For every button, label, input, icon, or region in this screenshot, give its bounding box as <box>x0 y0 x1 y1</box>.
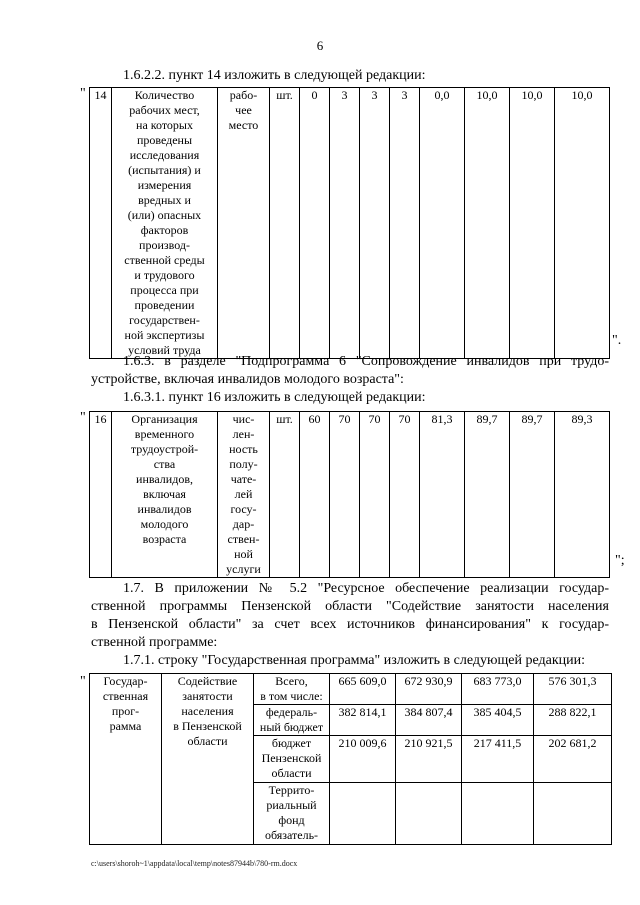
measure-cell: шт. <box>270 88 300 359</box>
value-cell: 70 <box>360 412 390 578</box>
amount-cell: 385 404,5 <box>462 705 534 736</box>
open-quote-1: " <box>80 86 86 101</box>
amount-cell: 683 773,0 <box>462 674 534 705</box>
close-quote-2: "; <box>615 553 625 568</box>
cell-text-line: инвалидов, <box>136 472 193 486</box>
cell-text-line: ства <box>153 457 176 471</box>
cell-text-line: молодого <box>140 517 189 531</box>
cell-text-line: условий труда <box>128 343 201 357</box>
cell-text-line: рабочих мест, <box>129 103 200 117</box>
cell-text-line: фонд <box>278 813 305 827</box>
paragraph-1-7: 1.7. В приложении № 5.2 "Ресурсное обеспечение реализации государ- ственной программы Пензенской области "Содействие занятости населения в Пензенской области" за счет всех источников финансирования" к государ- ственной программе: <box>91 581 609 650</box>
amount-cell: 382 814,1 <box>330 705 396 736</box>
value-cell: 0,0 <box>420 88 465 359</box>
close-quote-1: ". <box>612 333 622 348</box>
amount-cell: 217 411,5 <box>462 736 534 783</box>
cell-text-line: исследования <box>129 148 200 162</box>
value-cell: 81,3 <box>420 412 465 578</box>
source-label <box>254 674 330 705</box>
amount-cell <box>330 783 396 845</box>
cell-text-line: населения <box>181 704 234 718</box>
unit-cell <box>218 412 270 578</box>
row-number: 14 <box>90 88 112 359</box>
cell-text-line: инвалидов <box>137 502 192 516</box>
table-3 <box>89 673 612 845</box>
value-cell: 3 <box>390 88 420 359</box>
cell-text-line: рамма <box>109 719 142 733</box>
amount-cell: 672 930,9 <box>396 674 462 705</box>
cell-text-line: полу- <box>229 457 258 471</box>
cell-text-line: измерения <box>137 178 192 192</box>
cell-text-line: чис- <box>232 412 255 426</box>
cell-text-line: чате- <box>230 472 257 486</box>
amount-cell <box>396 783 462 845</box>
table-row <box>90 88 610 359</box>
cell-text-line: области <box>187 734 228 748</box>
paragraph-1-6-3-1: 1.6.3.1. пункт 16 изложить в следующей редакции: <box>123 390 426 405</box>
cell-text-line: Государ- <box>103 674 148 688</box>
cell-text-line: чее <box>235 103 252 117</box>
cell-text-line: вредных и <box>138 193 191 207</box>
table-row <box>90 674 612 705</box>
source-label <box>254 783 330 845</box>
unit-cell <box>218 88 270 359</box>
cell-text-line: ственная <box>102 689 149 703</box>
cell-text-line: ность <box>229 442 258 456</box>
cell-text-line: государствен- <box>129 313 200 327</box>
paragraph-1-6-2-2: 1.6.2.2. пункт 14 изложить в следующей редакции: <box>123 68 426 83</box>
cell-text-line: госу- <box>230 502 257 516</box>
cell-text-line: процесса при <box>130 283 199 297</box>
amount-cell: 288 822,1 <box>534 705 612 736</box>
cell-text-line: проведении <box>134 298 195 312</box>
cell-text-line: Организация <box>131 412 198 426</box>
cell-text-line: обязатель- <box>264 828 319 842</box>
cell-text-line: (или) опасных <box>127 208 202 222</box>
cell-text-line: факторов <box>140 223 189 237</box>
value-cell: 70 <box>330 412 360 578</box>
program-name-cell <box>162 674 254 845</box>
indicator-name <box>112 88 218 359</box>
amount-cell <box>534 783 612 845</box>
cell-text-line: бюджет <box>271 736 312 750</box>
amount-cell: 576 301,3 <box>534 674 612 705</box>
paragraph-1-6-3-line2: устройстве, включая инвалидов молодого возраста": <box>91 372 404 387</box>
cell-text-line: услуги <box>226 562 261 576</box>
value-cell: 10,0 <box>465 88 510 359</box>
cell-text-line: Пензенской <box>261 751 322 765</box>
page-number: 6 <box>316 38 324 53</box>
amount-cell: 210 921,5 <box>396 736 462 783</box>
cell-text-line: и трудового <box>134 268 195 282</box>
source-label <box>254 705 330 736</box>
cell-text-line: прог- <box>111 704 140 718</box>
cell-text-line: Всего, <box>275 674 308 688</box>
table-row <box>90 412 610 578</box>
amount-cell: 202 681,2 <box>534 736 612 783</box>
cell-text-line: на которых <box>136 118 193 132</box>
amount-cell: 210 009,6 <box>330 736 396 783</box>
cell-text-line: федераль- <box>265 705 318 719</box>
cell-text-line: Террито- <box>268 783 315 797</box>
value-cell: 70 <box>390 412 420 578</box>
cell-text-line: ственной среды <box>124 253 205 267</box>
cell-text-line: ный бюджет <box>259 720 324 734</box>
value-cell: 0 <box>300 88 330 359</box>
program-type-cell <box>90 674 162 845</box>
indicator-name <box>112 412 218 578</box>
cell-text-line: риальный <box>266 798 317 812</box>
cell-text-line: возраста <box>142 532 187 546</box>
paragraph-1-6-3-line1: 1.6.3. в разделе "Подпрограмма 6 "Сопровождение инвалидов при трудо- <box>123 354 609 369</box>
cell-text-line: в Пензенской <box>173 719 242 733</box>
cell-text-line: Количество <box>134 88 195 102</box>
cell-text-line: лен- <box>232 427 255 441</box>
cell-text-line: производ- <box>139 238 190 252</box>
row-number: 16 <box>90 412 112 578</box>
value-cell: 3 <box>360 88 390 359</box>
cell-text-line: проведены <box>136 133 193 147</box>
cell-text-line: ствен- <box>227 532 260 546</box>
cell-text-line: рабо- <box>229 88 258 102</box>
cell-text-line: ной экспертизы <box>124 328 205 342</box>
measure-cell: шт. <box>270 412 300 578</box>
value-cell: 10,0 <box>510 88 555 359</box>
value-cell: 89,3 <box>555 412 610 578</box>
value-cell: 60 <box>300 412 330 578</box>
value-cell: 10,0 <box>555 88 610 359</box>
value-cell: 3 <box>330 88 360 359</box>
open-quote-2: " <box>80 410 86 425</box>
cell-text-line: лей <box>234 487 253 501</box>
amount-cell <box>462 783 534 845</box>
cell-text-line: место <box>228 118 259 132</box>
cell-text-line: временного <box>134 427 195 441</box>
cell-text-line: в том числе: <box>260 689 323 703</box>
cell-text-line: (испытания) и <box>128 163 201 177</box>
cell-text-line: ной <box>234 547 253 561</box>
open-quote-3: " <box>80 674 86 689</box>
cell-text-line: дар- <box>232 517 255 531</box>
table-1 <box>89 87 610 359</box>
cell-text-line: включая <box>143 487 186 501</box>
cell-text-line: Содействие <box>177 674 238 688</box>
value-cell: 89,7 <box>465 412 510 578</box>
table-2 <box>89 411 610 578</box>
cell-text-line: занятости <box>182 689 233 703</box>
amount-cell: 384 807,4 <box>396 705 462 736</box>
cell-text-line: трудоустрой- <box>130 442 199 456</box>
paragraph-1-7-1: 1.7.1. строку "Государственная программа" изложить в следующей редакции: <box>123 653 585 668</box>
file-path-footer: c:\users\shoroh~1\appdata\local\temp\notes87944b\780-rm.docx <box>91 859 298 868</box>
amount-cell: 665 609,0 <box>330 674 396 705</box>
value-cell: 89,7 <box>510 412 555 578</box>
cell-text-line: области <box>271 766 312 780</box>
source-label <box>254 736 330 783</box>
